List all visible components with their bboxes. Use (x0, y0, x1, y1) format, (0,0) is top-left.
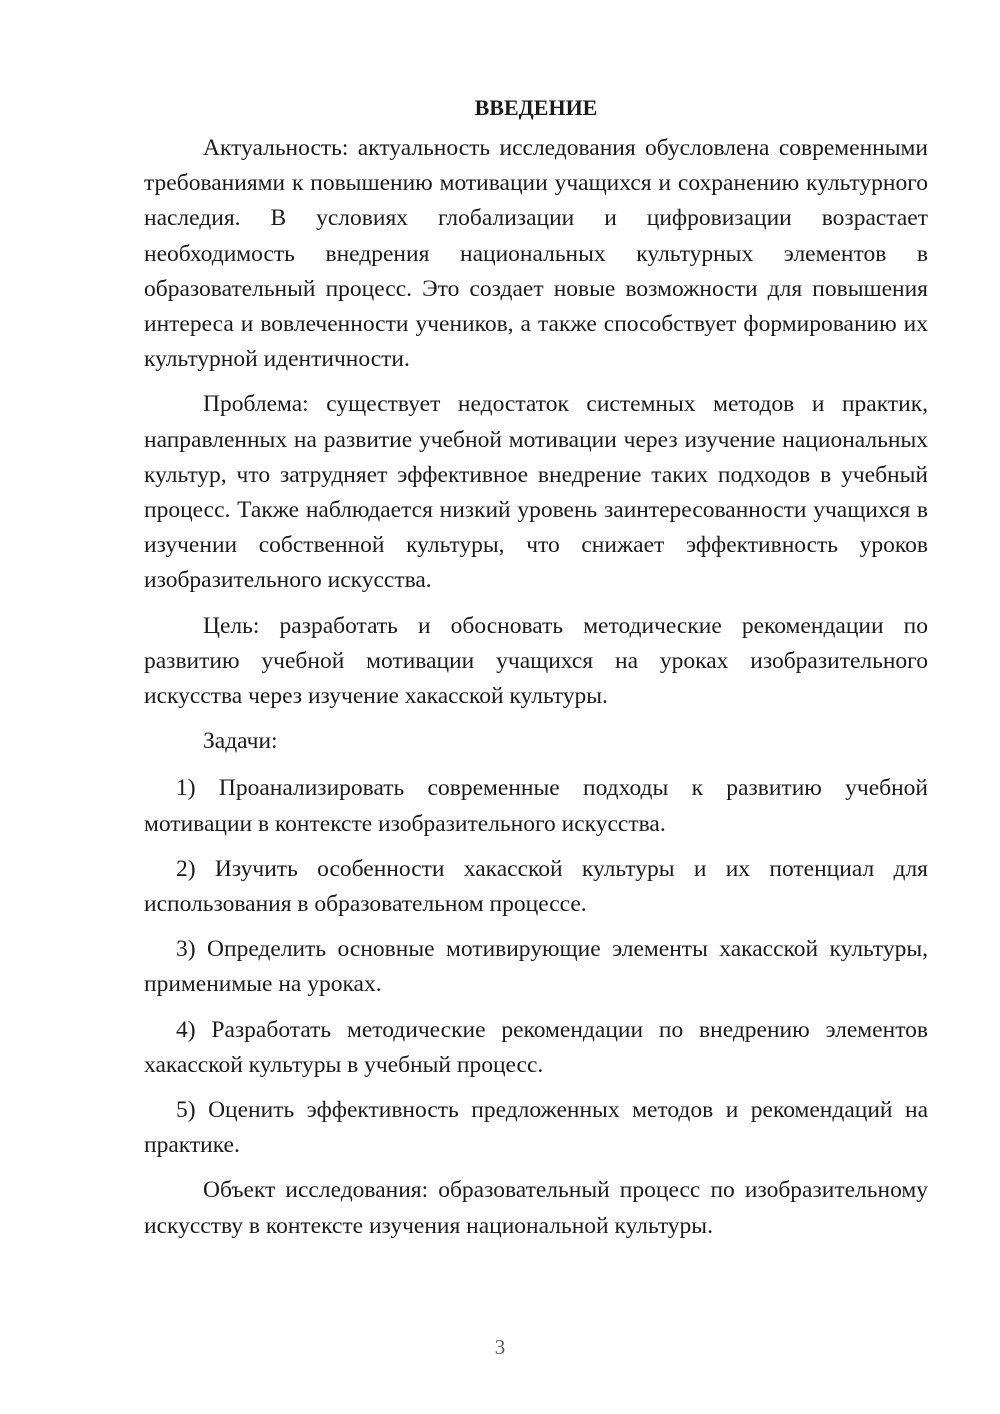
problem-paragraph: Проблема: существует недостаток системных методов и практик, направленных на развитие учебной мотивации через изучение национальных культур, что затрудняет эффективное внедрение таких подходов в учебный процесс. Также наблюдается низкий уровень заинтересованности учащихся в изучении собственной культуры, что снижает эффективность уроков изобразительного искусства. (144, 391, 928, 594)
page-number: 3 (494, 1335, 506, 1359)
task-item-4: 4) Разработать методические рекомендации по внедрению элементов хакасской культуры в учебный процесс. (144, 1016, 928, 1078)
task-item-2: 2) Изучить особенности хакасской культуры и их потенциал для использования в образовательном процессе. (144, 855, 928, 918)
relevance-paragraph: Актуальность: актуальность исследования обусловлена современными требованиями к повышению мотивации учащихся и сохранению культурного наследия. В условиях глобализации и цифровизации возрастает необходимость внедрения национальных культурных элементов в образовательный процесс. Это создает новые возможности для повышения интереса и вовлеченности учеников, а также способствует формированию их культурной идентичности. (144, 135, 928, 373)
goal-paragraph: Цель: разработать и обосновать методические рекомендации по развитию учебной мотивации учащихся на уроках изобразительного искусства через изучение хакасской культуры. (144, 612, 928, 710)
task-item-5: 5) Оценить эффективность предложенных методов и рекомендаций на практике. (144, 1097, 928, 1159)
object-paragraph: Объект исследования: образовательный процесс по изобразительному искусству в контексте изучения национальной культуры. (144, 1177, 928, 1239)
tasks-heading: Задачи: (203, 728, 278, 755)
task-item-3: 3) Определить основные мотивирующие элементы хакасской культуры, применимые на уроках. (144, 936, 928, 998)
document-page (144, 90, 928, 1254)
section-title: ВВЕДЕНИЕ (474, 95, 598, 120)
task-item-1: 1) Проанализировать современные подходы к развитию учебной мотивации в контексте изобразительного искусства. (144, 775, 928, 837)
